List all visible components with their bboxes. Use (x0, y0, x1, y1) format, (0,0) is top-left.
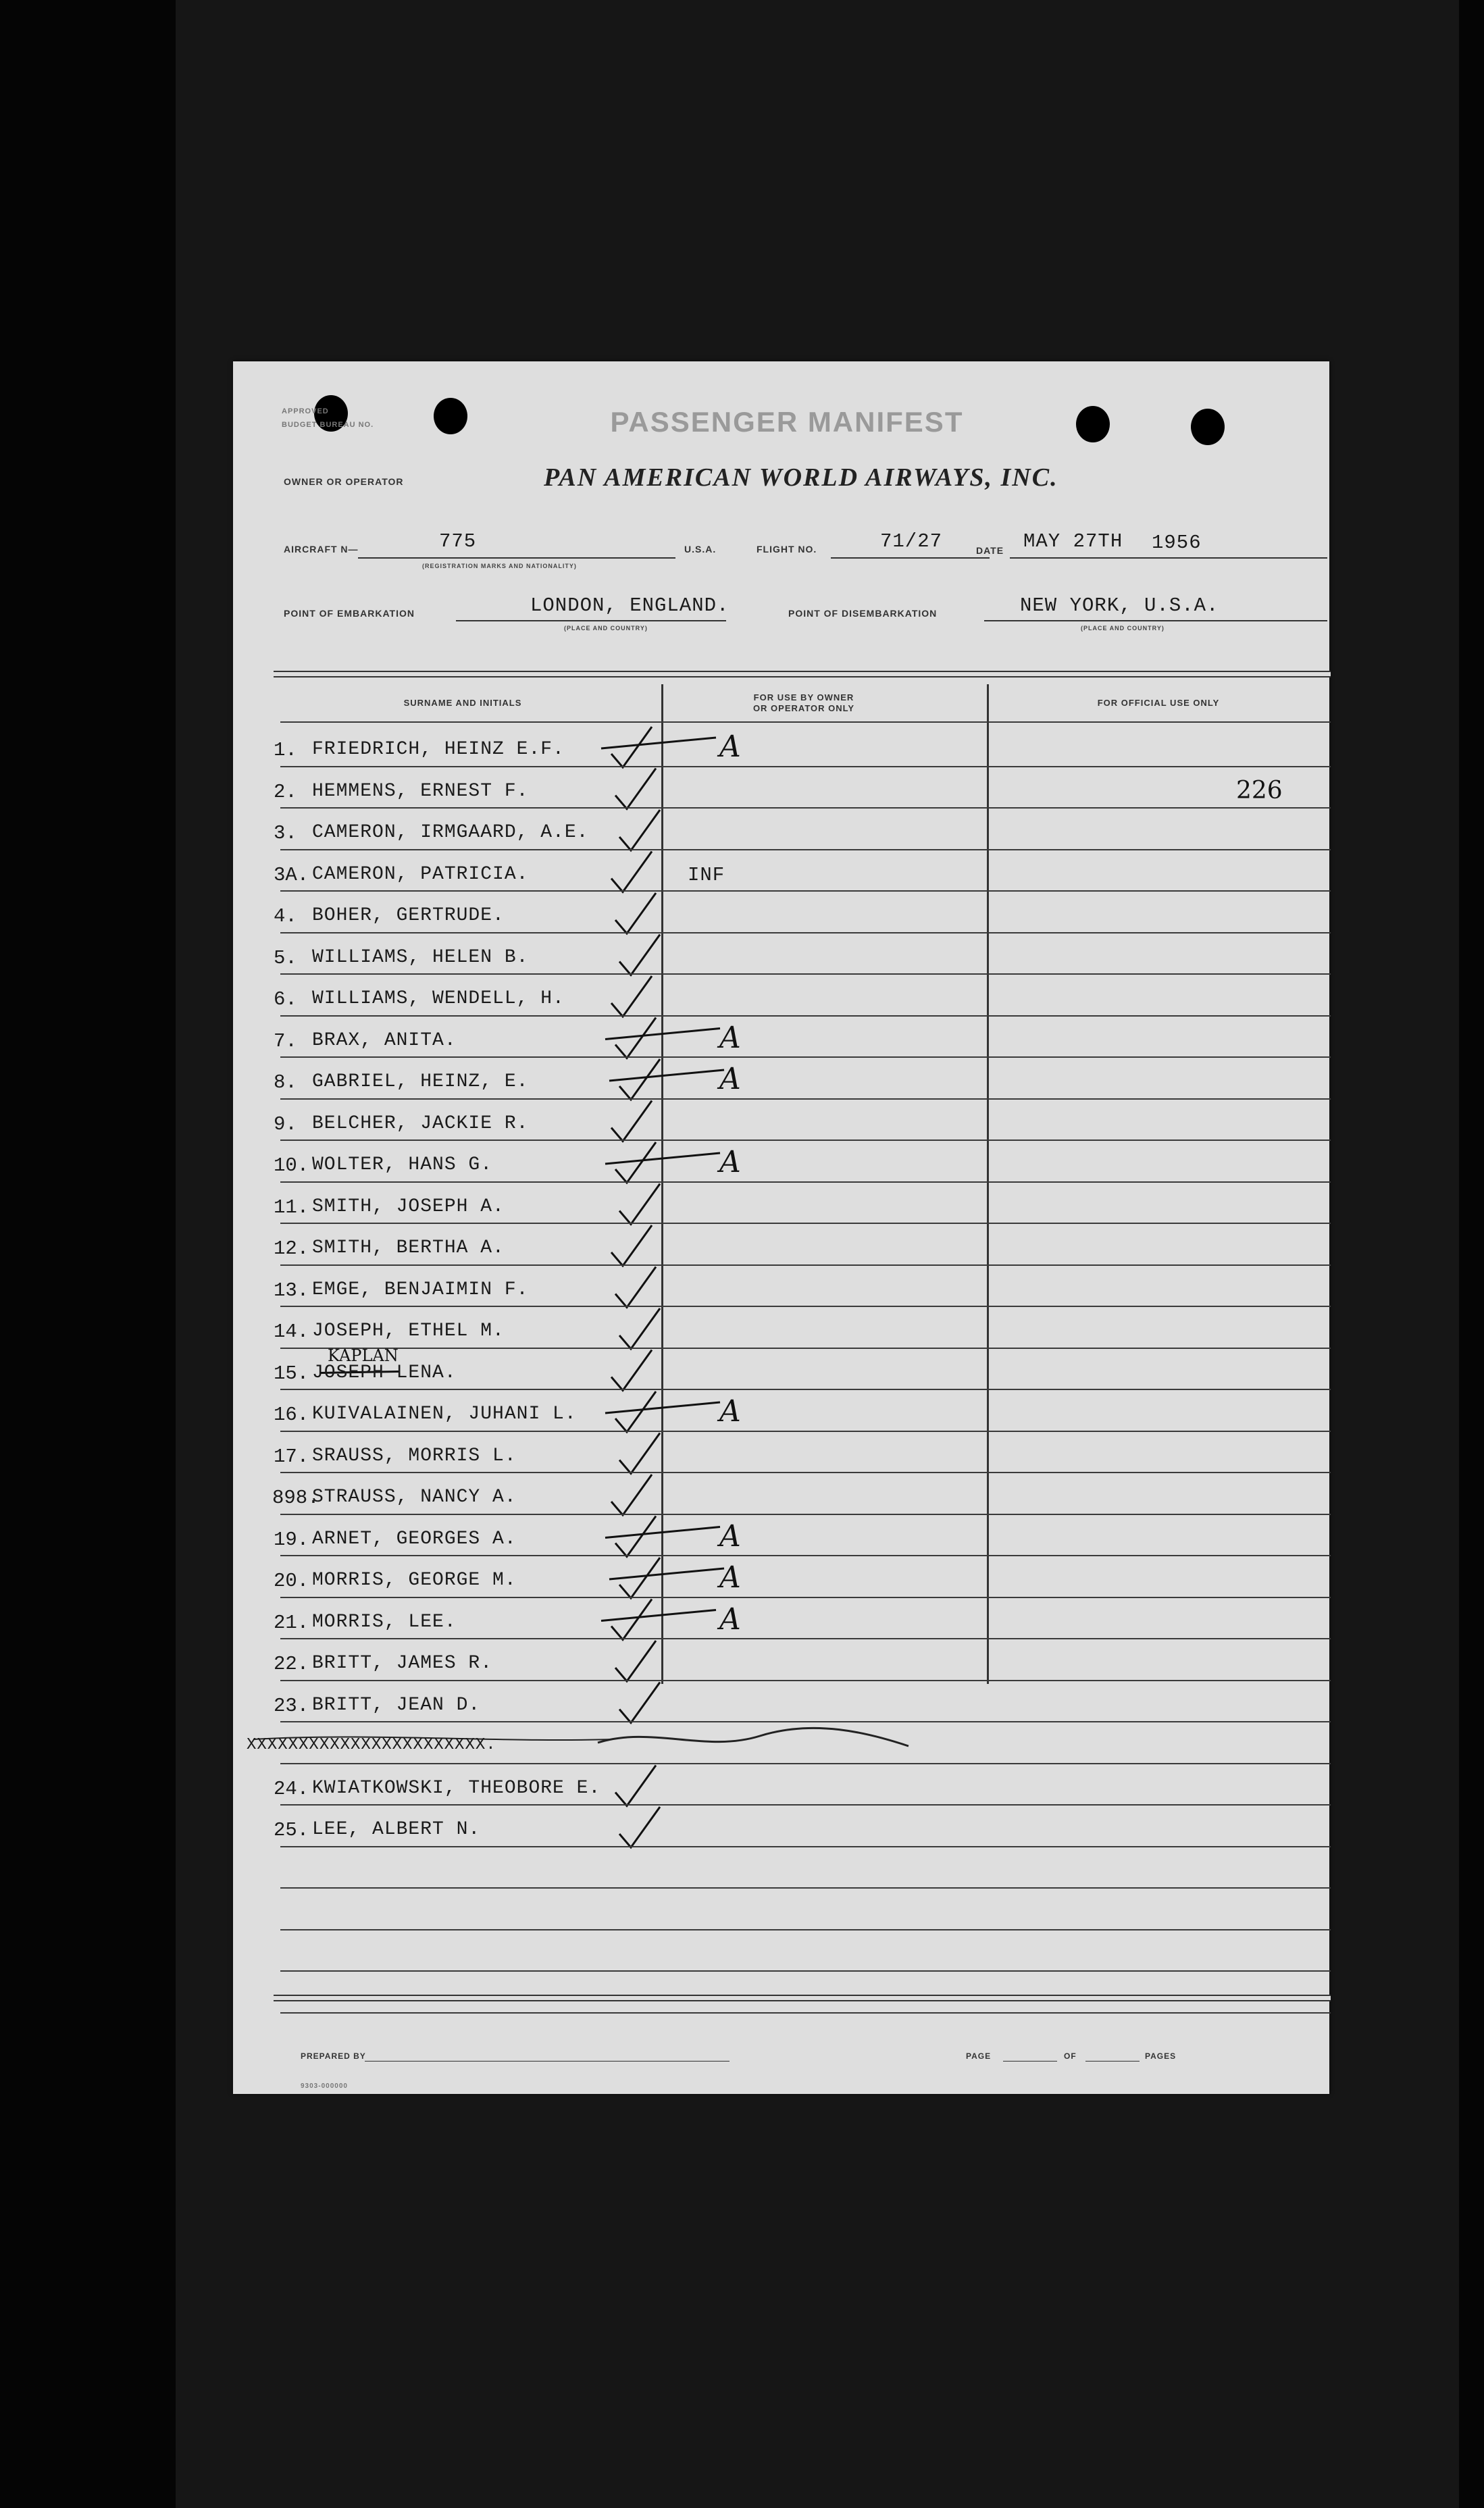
passenger-name: EMGE, BENJAIMIN F. (312, 1279, 529, 1300)
passenger-name: KUIVALAINEN, JUHANI L. (312, 1404, 577, 1425)
row-separator (280, 807, 1331, 809)
passenger-name: LEE, ALBERT N. (312, 1819, 481, 1840)
year-value: 1956 (1152, 532, 1202, 554)
row-separator (280, 1763, 1331, 1764)
passenger-name: BRITT, JEAN D. (312, 1694, 481, 1716)
row-separator (280, 1015, 1331, 1017)
aircraft-sub: (REGISTRATION MARKS AND NATIONALITY) (422, 563, 577, 569)
owner-label: OWNER OR OPERATOR (284, 476, 404, 487)
row-separator (280, 766, 1331, 767)
check-mark (615, 1641, 656, 1681)
tick-line (605, 1029, 720, 1040)
airline-name: PAN AMERICAN WORLD AIRWAYS, INC. (544, 463, 1058, 492)
passenger-name: WILLIAMS, HELEN B. (312, 946, 529, 968)
row-separator (280, 1887, 1331, 1889)
aircraft-label: AIRCRAFT N— (284, 544, 359, 555)
passenger-name: BELCHER, JACKIE R. (312, 1112, 529, 1134)
passenger-number: 21. (274, 1611, 309, 1634)
page-title: PASSENGER MANIFEST (610, 406, 964, 438)
passenger-number: 3. (274, 822, 297, 844)
passenger-number: 1. (274, 739, 297, 761)
row-separator (280, 1514, 1331, 1515)
row-separator (280, 2012, 1331, 2014)
pages-label: PAGES (1145, 2051, 1177, 2061)
date-value: MAY 27TH (1023, 530, 1123, 553)
passenger-number: 3A. (274, 863, 309, 886)
embarkation-sub: (PLACE AND COUNTRY) (564, 625, 648, 632)
passenger-name: KWIATKOWSKI, THEOBORE E. (312, 1777, 601, 1799)
row-separator (280, 1389, 1331, 1390)
owner-note: INF (688, 863, 725, 886)
row-separator (280, 1056, 1331, 1058)
passenger-name: CAMERON, PATRICIA. (312, 863, 529, 885)
embarkation-value: LONDON, ENGLAND. (530, 594, 730, 617)
tick-line (605, 1153, 720, 1164)
row-separator (280, 1306, 1331, 1307)
passenger-name: MORRIS, GEORGE M. (312, 1570, 517, 1591)
row-separator (280, 973, 1331, 975)
check-mark (619, 810, 660, 850)
owner-note: A (719, 730, 741, 764)
usa-label: U.S.A. (684, 544, 717, 555)
check-mark (615, 1766, 656, 1806)
passenger-name: GABRIEL, HEINZ, E. (312, 1071, 529, 1092)
passenger-name: STRAUSS, NANCY A. (312, 1487, 517, 1508)
passenger-name: HEMMENS, ERNEST F. (312, 780, 529, 802)
tick-line (601, 1610, 716, 1621)
owner-note: A (719, 1560, 741, 1595)
tick-line (609, 1070, 724, 1081)
approval-stamp-line1: APPROVED (282, 407, 329, 415)
owner-note: A (719, 1394, 741, 1429)
check-mark (619, 1683, 660, 1723)
row-separator (280, 849, 1331, 850)
check-mark (615, 769, 656, 809)
passenger-number: 6. (274, 988, 297, 1010)
check-mark (619, 935, 660, 975)
check-mark (619, 1184, 660, 1225)
passenger-name: ARNET, GEORGES A. (312, 1528, 517, 1550)
row-separator (280, 1804, 1331, 1806)
check-mark (619, 1807, 660, 1847)
passenger-name: BRAX, ANITA. (312, 1029, 457, 1051)
check-mark (611, 1350, 652, 1391)
passenger-name: WILLIAMS, WENDELL, H. (312, 988, 565, 1009)
passenger-name: XXXXXXXXXXXXXXXXXXXXXXX. (247, 1736, 496, 1754)
owner-note: A (719, 1062, 741, 1096)
flight-value: 71/27 (880, 530, 943, 553)
official-note: 226 (1236, 776, 1283, 804)
page-label: PAGE (966, 2051, 992, 2061)
passenger-name: CAMERON, IRMGAARD, A.E. (312, 822, 589, 843)
check-mark (611, 1475, 652, 1515)
tick-line (605, 1402, 720, 1413)
row-separator (280, 1970, 1331, 1972)
passenger-number: 11. (274, 1196, 309, 1219)
passenger-name: JOSEPH, ETHEL M. (312, 1321, 505, 1341)
row-separator (280, 1140, 1331, 1141)
row-separator (280, 1721, 1331, 1722)
check-mark (619, 1308, 660, 1349)
prepared-label: PREPARED BY (301, 2051, 366, 2061)
passenger-number: 14. (274, 1321, 309, 1343)
row-separator (280, 1680, 1331, 1681)
row-separator (280, 1431, 1331, 1432)
row-separator (280, 1846, 1331, 1847)
check-mark (619, 1433, 660, 1474)
passenger-number: 25. (274, 1819, 309, 1841)
row-separator (280, 1181, 1331, 1183)
approval-stamp-line2: BUDGET BUREAU NO. (282, 421, 374, 429)
column-surname-header: SURNAME AND INITIALS (403, 698, 522, 708)
passenger-number: 4. (274, 905, 297, 927)
tick-line (609, 1568, 724, 1579)
passenger-number: 24. (274, 1777, 309, 1800)
passenger-number: 898. (272, 1487, 319, 1509)
passenger-number: 8. (274, 1071, 297, 1094)
passenger-name: BOHER, GERTRUDE. (312, 905, 505, 926)
passenger-number: 22. (274, 1653, 309, 1675)
flight-label: FLIGHT NO. (757, 544, 817, 555)
passenger-name: SRAUSS, MORRIS L. (312, 1445, 517, 1466)
passenger-name: JOSEPH LENA. (312, 1362, 457, 1383)
row-separator (280, 1555, 1331, 1556)
passenger-name: FRIEDRICH, HEINZ E.F. (312, 739, 565, 760)
row-separator (280, 1348, 1331, 1349)
row-separator (280, 1929, 1331, 1930)
check-mark (615, 1267, 656, 1308)
tick-line (605, 1527, 720, 1538)
tick-line (601, 738, 716, 748)
passenger-number: 10. (274, 1154, 309, 1177)
embarkation-label: POINT OF EMBARKATION (284, 608, 415, 619)
aircraft-value: 775 (439, 530, 477, 553)
row-separator (280, 1264, 1331, 1266)
passenger-name: SMITH, JOSEPH A. (312, 1196, 505, 1217)
of-label: OF (1064, 2051, 1077, 2061)
check-mark (611, 1225, 652, 1266)
column-official-header: FOR OFFICIAL USE ONLY (1097, 698, 1220, 708)
check-mark (611, 852, 652, 892)
passenger-name: BRITT, JAMES R. (312, 1653, 493, 1674)
disembarkation-sub: (PLACE AND COUNTRY) (1081, 625, 1165, 632)
owner-note: A (719, 1020, 741, 1055)
manifest-sheet (233, 361, 1329, 2094)
check-mark (611, 1101, 652, 1142)
owner-note: A (719, 1602, 741, 1637)
passenger-number: 23. (274, 1694, 309, 1717)
row-separator (280, 890, 1331, 892)
column-owner-header-2: OR OPERATOR ONLY (752, 703, 855, 713)
passenger-name: WOLTER, HANS G. (312, 1154, 493, 1175)
disembarkation-value: NEW YORK, U.S.A. (1020, 594, 1219, 617)
passenger-number: 9. (274, 1112, 297, 1135)
row-separator (280, 1223, 1331, 1224)
row-separator (280, 1472, 1331, 1473)
passenger-number: 7. (274, 1029, 297, 1052)
row-separator (280, 1597, 1331, 1598)
row-separator (280, 1638, 1331, 1639)
row-separator (280, 721, 1331, 723)
row-separator (280, 1098, 1331, 1100)
passenger-number: 19. (274, 1528, 309, 1551)
check-mark (615, 893, 656, 933)
passenger-number: 16. (274, 1404, 309, 1426)
passenger-name: SMITH, BERTHA A. (312, 1237, 505, 1258)
passenger-number: 20. (274, 1570, 309, 1592)
passenger-number: 2. (274, 780, 297, 803)
column-owner-header-1: FOR USE BY OWNER (753, 692, 854, 702)
passenger-number: 13. (274, 1279, 309, 1302)
check-mark (611, 976, 652, 1017)
owner-note: A (719, 1145, 741, 1179)
passenger-number: 15. (274, 1362, 309, 1385)
owner-note: A (719, 1518, 741, 1554)
row-separator (280, 932, 1331, 933)
passenger-name: MORRIS, LEE. (312, 1611, 457, 1633)
passenger-number: 5. (274, 946, 297, 969)
name-correction: KAPLAN (328, 1346, 399, 1365)
form-code: 9303-000000 (301, 2082, 348, 2090)
date-label: DATE (976, 545, 1004, 556)
passenger-number: 17. (274, 1445, 309, 1468)
strike-squiggle (598, 1728, 909, 1746)
passenger-number: 12. (274, 1237, 309, 1260)
disembarkation-label: POINT OF DISEMBARKATION (788, 608, 938, 619)
